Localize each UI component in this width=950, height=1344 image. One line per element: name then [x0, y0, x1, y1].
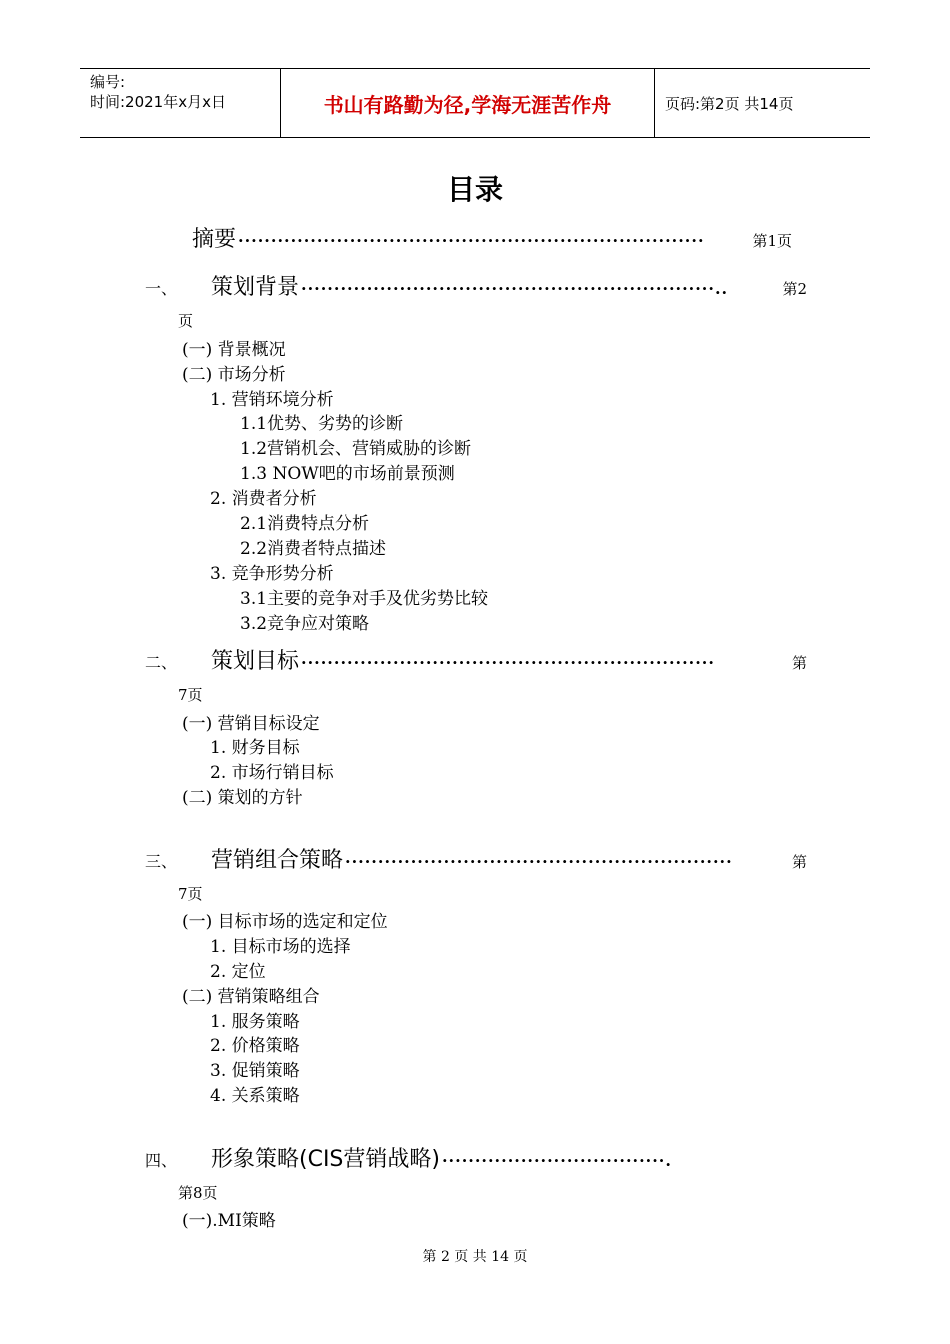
toc-leader-dots: ·······································································: [238, 231, 705, 250]
toc-item[interactable]: 3.2竞争应对策略: [240, 614, 370, 634]
toc-item[interactable]: 2.2消费者特点描述: [240, 539, 387, 559]
toc-item[interactable]: 2. 消费者分析: [210, 489, 317, 509]
header-page-info: 页码:第2页 共14页: [665, 94, 794, 113]
toc-item[interactable]: 1. 目标市场的选择: [210, 937, 351, 957]
toc-page-ref: 第: [791, 654, 807, 672]
toc-item[interactable]: 1. 服务策略: [210, 1012, 300, 1032]
toc-item[interactable]: 1. 营销环境分析: [210, 390, 334, 410]
toc-leader-dots: ·······························································: [301, 653, 715, 672]
toc-item[interactable]: 1.1优势、劣势的诊断: [240, 414, 404, 434]
section-title: 营销组合策略: [211, 848, 344, 873]
toc-page-ref: 第2: [782, 280, 807, 298]
toc-item[interactable]: (一) 目标市场的选定和定位: [182, 912, 388, 932]
section-number: 二、: [145, 653, 178, 672]
toc-section-1[interactable]: [145, 270, 807, 301]
toc-item[interactable]: 2. 定位: [210, 962, 266, 982]
toc-item[interactable]: 3. 竞争形势分析: [210, 564, 334, 584]
section-number: 一、: [145, 279, 178, 298]
section-number: 三、: [145, 852, 178, 871]
toc-section-4[interactable]: [145, 1142, 807, 1173]
toc-page-cont: 页: [178, 312, 194, 330]
page-footer: 第 2 页 共 14 页: [422, 1249, 528, 1265]
toc-item[interactable]: (一).MI策略: [182, 1211, 276, 1231]
toc-item[interactable]: 2.1消费特点分析: [240, 514, 370, 534]
toc-abstract-label: 摘要: [192, 227, 237, 252]
section-title: 策划目标: [211, 649, 300, 674]
toc-item[interactable]: 2. 价格策略: [210, 1036, 300, 1056]
toc-item[interactable]: (二) 策划的方针: [182, 788, 303, 808]
toc-leader-dots: ·······························································..: [301, 279, 729, 298]
toc-leader-dots: ··································.: [441, 1151, 672, 1170]
header-motto: 书山有路勤为径,学海无涯苦作舟: [281, 69, 655, 137]
toc-item[interactable]: 1. 财务目标: [210, 738, 300, 758]
toc-section-3[interactable]: [145, 843, 807, 874]
header-meta: [80, 69, 281, 137]
toc-item[interactable]: 4. 关系策略: [210, 1086, 300, 1106]
toc-page-ref: 第1页: [752, 232, 792, 250]
toc-item[interactable]: 3. 促销策略: [210, 1061, 300, 1081]
toc-section-2[interactable]: [145, 644, 807, 675]
toc-item[interactable]: 3.1主要的竞争对手及优劣势比较: [240, 589, 489, 609]
toc-abstract[interactable]: [192, 222, 792, 253]
toc-item[interactable]: 2. 市场行销目标: [210, 763, 334, 783]
toc-page-cont: 7页: [178, 686, 203, 704]
toc-leader-dots: ···························································: [345, 852, 733, 871]
code-label: 编号:: [90, 73, 126, 91]
page-header: [80, 68, 870, 138]
toc-item[interactable]: (一) 背景概况: [182, 340, 286, 360]
time-label: 时间:2021年x月x日: [90, 93, 226, 111]
toc-item[interactable]: (一) 营销目标设定: [182, 714, 320, 734]
toc-page-cont: 第8页: [178, 1184, 218, 1202]
toc-page-cont: 7页: [178, 885, 203, 903]
section-title: 形象策略(CIS营销战略): [211, 1147, 440, 1172]
section-title: 策划背景: [211, 275, 300, 300]
toc-item[interactable]: (二) 市场分析: [182, 365, 286, 385]
page-title: 目录: [446, 173, 503, 206]
toc-page-ref: 第: [791, 853, 807, 871]
section-number: 四、: [145, 1151, 178, 1170]
toc-item[interactable]: (二) 营销策略组合: [182, 987, 320, 1007]
toc-item[interactable]: 1.3 NOW吧的市场前景预测: [240, 464, 455, 484]
toc-item[interactable]: 1.2营销机会、营销威胁的诊断: [240, 439, 472, 459]
